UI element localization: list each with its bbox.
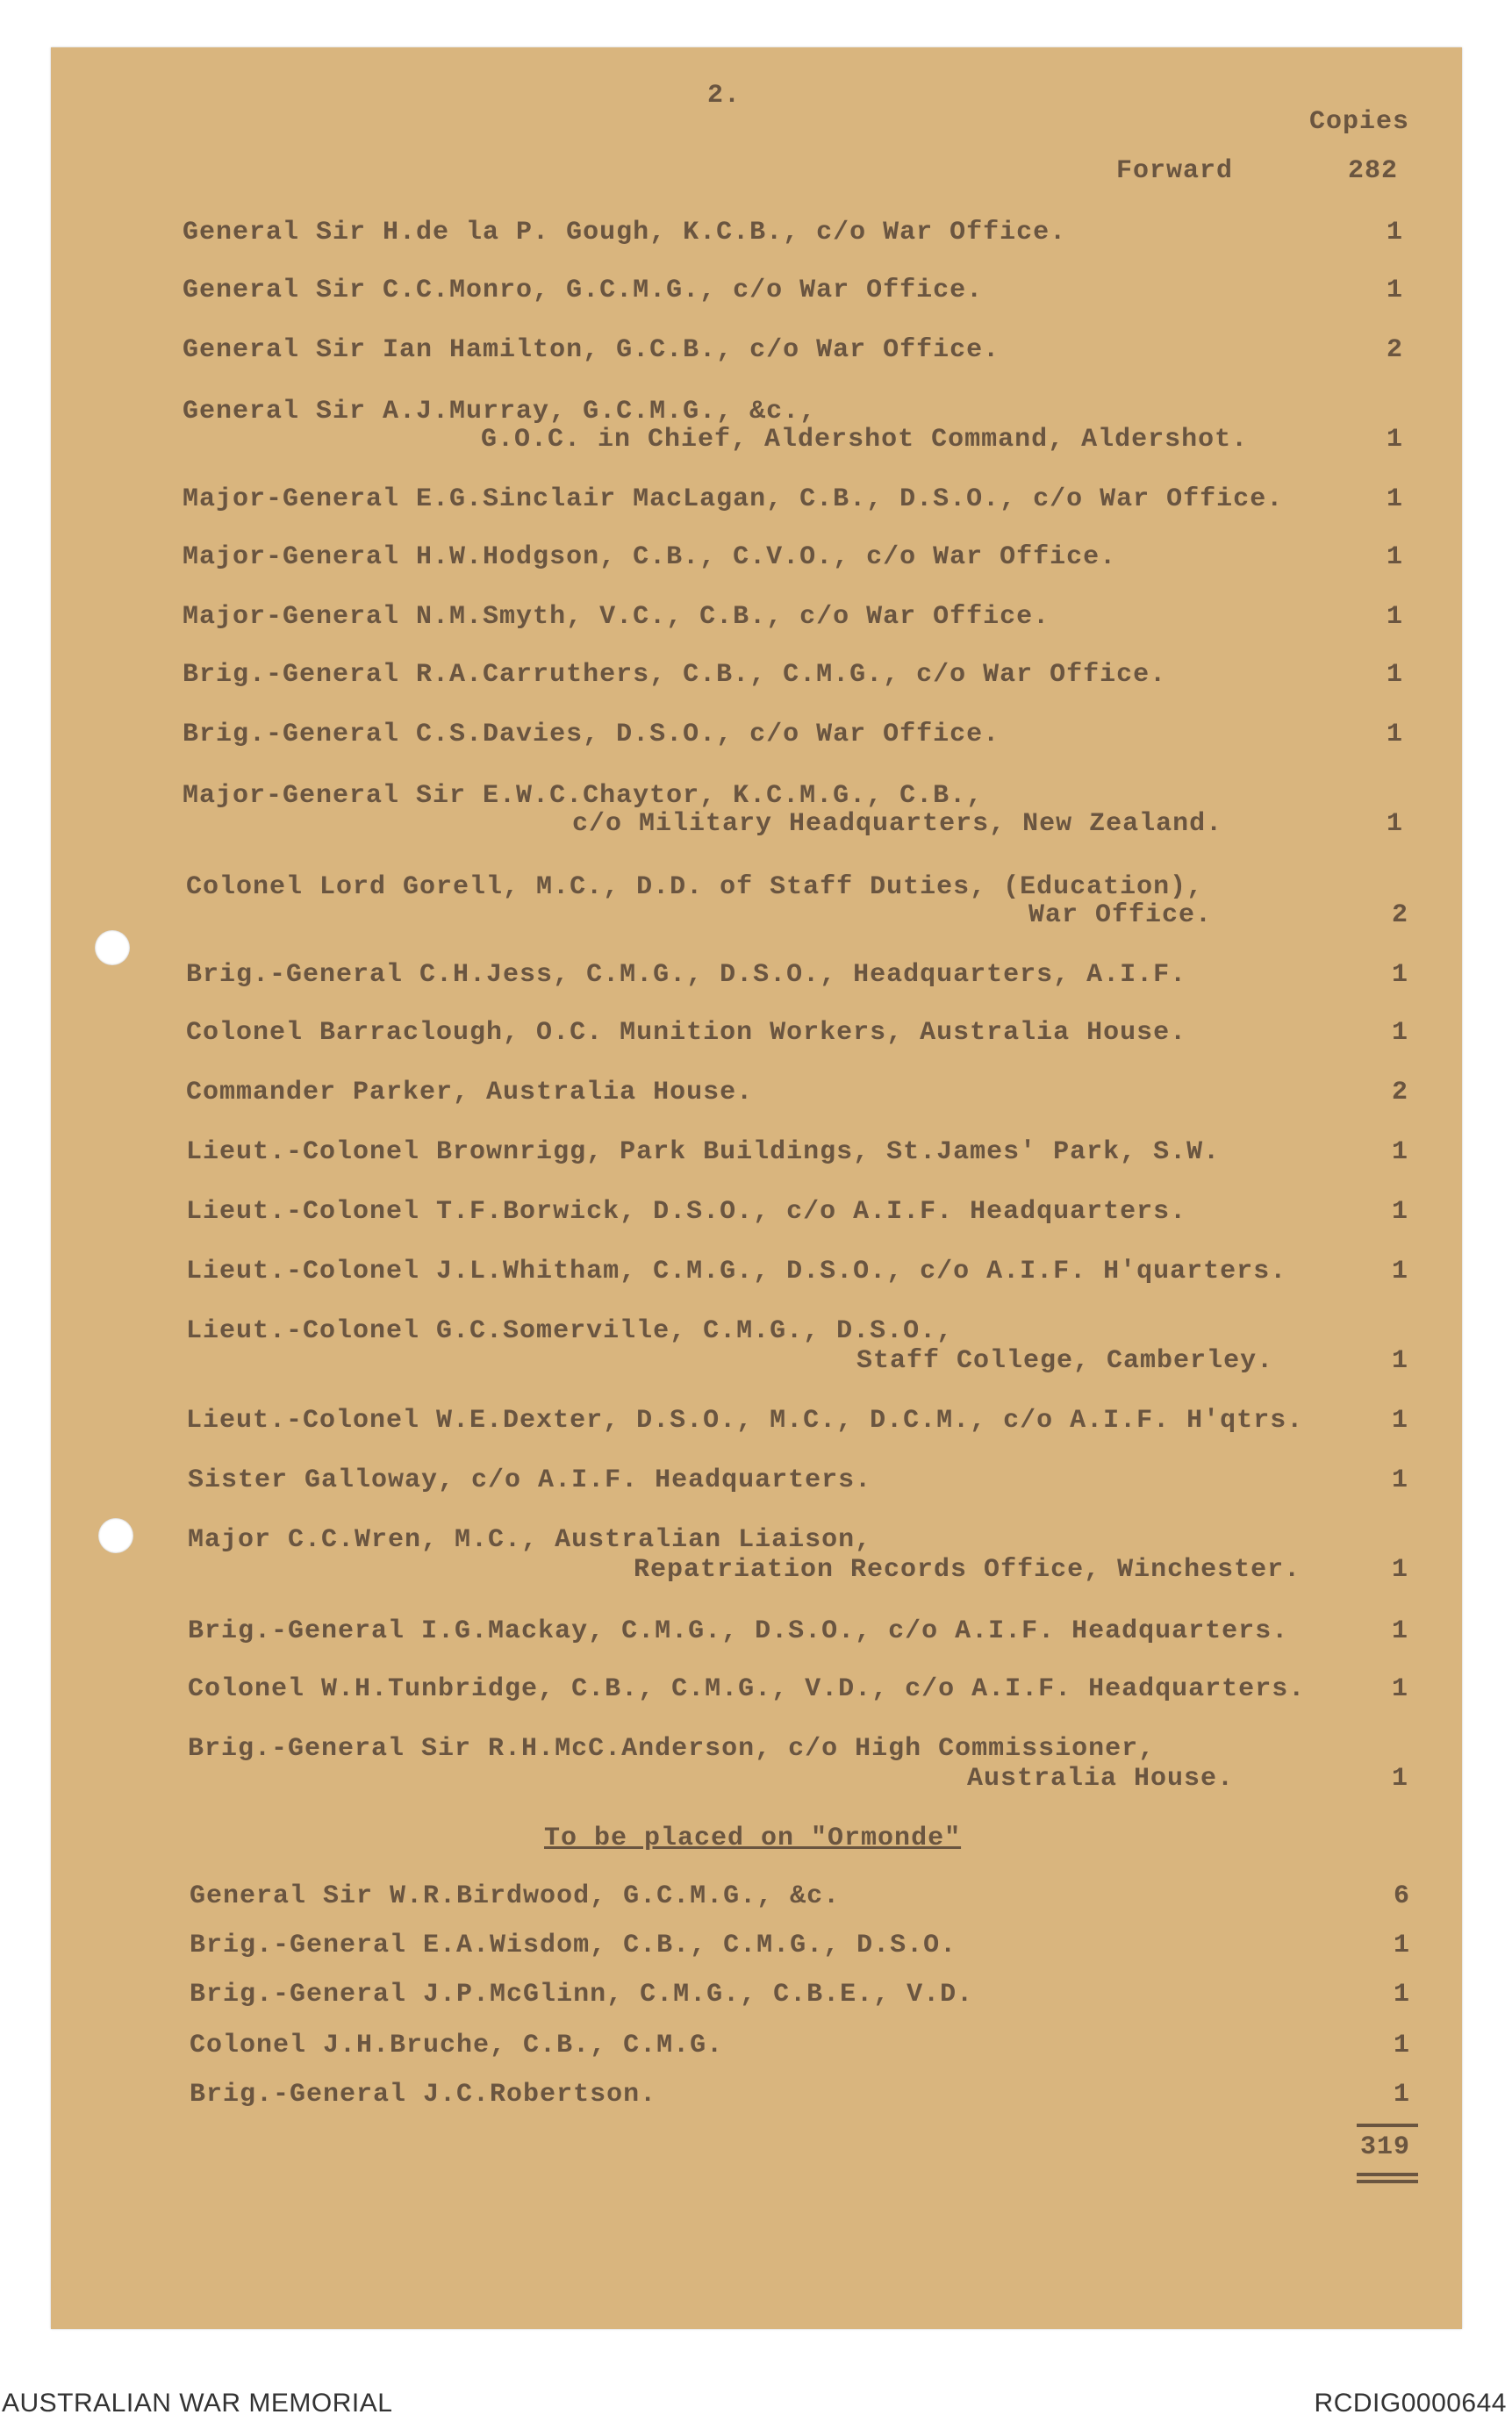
- ormonde-entry-copies: 1: [1393, 2031, 1409, 2060]
- ormonde-entry-line: General Sir W.R.Birdwood, G.C.M.G., &c.: [190, 1881, 841, 1911]
- entry-line: Colonel W.H.Tunbridge, C.B., C.M.G., V.D., c/o A.I.F. Headquarters.: [188, 1674, 1306, 1704]
- entry-line: Sister Galloway, c/o A.I.F. Headquarters.: [188, 1465, 872, 1495]
- entry-line-continued: Repatriation Records Office, Winchester.: [634, 1555, 1301, 1585]
- ormonde-entry-copies: 6: [1393, 1881, 1409, 1911]
- entry-copies: 1: [1391, 1555, 1408, 1585]
- entry-copies: 1: [1391, 1764, 1408, 1794]
- entry-line: Colonel Barraclough, O.C. Munition Workers, Australia House.: [186, 1018, 1187, 1048]
- entry-copies: 1: [1391, 1616, 1408, 1646]
- punch-hole-top: [95, 930, 130, 965]
- footer-record-id: RCDIG0000644: [1314, 2389, 1507, 2418]
- entry-copies: 1: [1386, 276, 1402, 305]
- entry-line: Lieut.-Colonel G.C.Somerville, C.M.G., D.S.O.,: [186, 1316, 954, 1346]
- entry-copies: 2: [1386, 335, 1402, 365]
- entry-copies: 1: [1391, 1137, 1408, 1167]
- total-rule-top: [1357, 2124, 1418, 2127]
- entry-copies: 1: [1386, 542, 1402, 572]
- entry-copies: 1: [1391, 1018, 1408, 1048]
- forward-label: Forward: [1116, 156, 1234, 186]
- total-value: 319: [1360, 2132, 1411, 2162]
- entry-copies: 1: [1386, 602, 1402, 632]
- entry-line: Commander Parker, Australia House.: [186, 1078, 754, 1107]
- entry-copies: 1: [1391, 1465, 1408, 1495]
- entry-line-continued: War Office.: [1028, 900, 1213, 930]
- entry-line-continued: G.O.C. in Chief, Aldershot Command, Aldershot.: [481, 425, 1249, 455]
- total-rule-bottom-1: [1357, 2173, 1418, 2176]
- punch-hole-bottom: [98, 1518, 133, 1553]
- entry-copies: 1: [1386, 218, 1402, 247]
- ormonde-entry-line: Colonel J.H.Bruche, C.B., C.M.G.: [190, 2031, 724, 2060]
- ormonde-entry-copies: 1: [1393, 1931, 1409, 1960]
- entry-line: Brig.-General C.H.Jess, C.M.G., D.S.O., Headquarters, A.I.F.: [186, 960, 1187, 990]
- ormonde-entry-copies: 1: [1393, 1980, 1409, 2010]
- entry-line: General Sir A.J.Murray, G.C.M.G., &c.,: [183, 397, 817, 426]
- entry-line: Major-General N.M.Smyth, V.C., C.B., c/o War Office.: [183, 602, 1050, 632]
- entry-copies: 1: [1386, 484, 1402, 514]
- entry-line: Brig.-General Sir R.H.McC.Anderson, c/o High Commissioner,: [188, 1734, 1156, 1764]
- footer-archive-name: AUSTRALIAN WAR MEMORIAL: [2, 2389, 393, 2418]
- entry-copies: 1: [1391, 1674, 1408, 1704]
- entry-line: Brig.-General I.G.Mackay, C.M.G., D.S.O., c/o A.I.F. Headquarters.: [188, 1616, 1289, 1646]
- entry-line: Lieut.-Colonel J.L.Whitham, C.M.G., D.S.O., c/o A.I.F. H'quarters.: [186, 1257, 1287, 1286]
- entry-copies: 1: [1386, 720, 1402, 749]
- ormonde-entry-line: Brig.-General J.C.Robertson.: [190, 2080, 657, 2110]
- entry-line-continued: Australia House.: [967, 1764, 1235, 1794]
- ormonde-heading: To be placed on "Ormonde": [544, 1823, 962, 1853]
- entry-line: General Sir H.de la P. Gough, K.C.B., c/o War Office.: [183, 218, 1067, 247]
- entry-line-continued: c/o Military Headquarters, New Zealand.: [572, 809, 1223, 839]
- entry-copies: 2: [1391, 1078, 1408, 1107]
- entry-line: Major-General H.W.Hodgson, C.B., C.V.O., c/o War Office.: [183, 542, 1117, 572]
- entry-copies: 1: [1391, 1346, 1408, 1376]
- forward-value: 282: [1348, 156, 1399, 186]
- total-rule-bottom-2: [1357, 2180, 1418, 2183]
- entry-copies: 1: [1391, 960, 1408, 990]
- entry-line: Major-General E.G.Sinclair MacLagan, C.B., D.S.O., c/o War Office.: [183, 484, 1284, 514]
- ormonde-entry-line: Brig.-General J.P.McGlinn, C.M.G., C.B.E., V.D.: [190, 1980, 974, 2010]
- entry-line: General Sir C.C.Monro, G.C.M.G., c/o War Office.: [183, 276, 984, 305]
- entry-copies: 1: [1391, 1406, 1408, 1436]
- entry-line: Lieut.-Colonel W.E.Dexter, D.S.O., M.C., D.C.M., c/o A.I.F. H'qtrs.: [186, 1406, 1304, 1436]
- page-number: 2.: [707, 81, 742, 111]
- entry-copies: 2: [1391, 900, 1408, 930]
- ormonde-entry-line: Brig.-General E.A.Wisdom, C.B., C.M.G., D.S.O.: [190, 1931, 957, 1960]
- entry-line: Major-General Sir E.W.C.Chaytor, K.C.M.G., C.B.,: [183, 781, 984, 811]
- ormonde-entry-copies: 1: [1393, 2080, 1409, 2110]
- entry-line: Major C.C.Wren, M.C., Australian Liaison,: [188, 1525, 872, 1555]
- entry-line: Lieut.-Colonel T.F.Borwick, D.S.O., c/o A.I.F. Headquarters.: [186, 1197, 1187, 1227]
- entry-copies: 1: [1391, 1197, 1408, 1227]
- entry-copies: 1: [1386, 660, 1402, 690]
- entry-line: Brig.-General R.A.Carruthers, C.B., C.M.G., c/o War Office.: [183, 660, 1167, 690]
- entry-copies: 1: [1386, 425, 1402, 455]
- copies-header: Copies: [1309, 107, 1410, 137]
- entry-copies: 1: [1391, 1257, 1408, 1286]
- entry-line: Brig.-General C.S.Davies, D.S.O., c/o War Office.: [183, 720, 1000, 749]
- entry-copies: 1: [1386, 809, 1402, 839]
- entry-line: General Sir Ian Hamilton, G.C.B., c/o War Office.: [183, 335, 1000, 365]
- entry-line: Colonel Lord Gorell, M.C., D.D. of Staff Duties, (Education),: [186, 872, 1204, 902]
- entry-line-continued: Staff College, Camberley.: [856, 1346, 1274, 1376]
- entry-line: Lieut.-Colonel Brownrigg, Park Buildings, St.James' Park, S.W.: [186, 1137, 1221, 1167]
